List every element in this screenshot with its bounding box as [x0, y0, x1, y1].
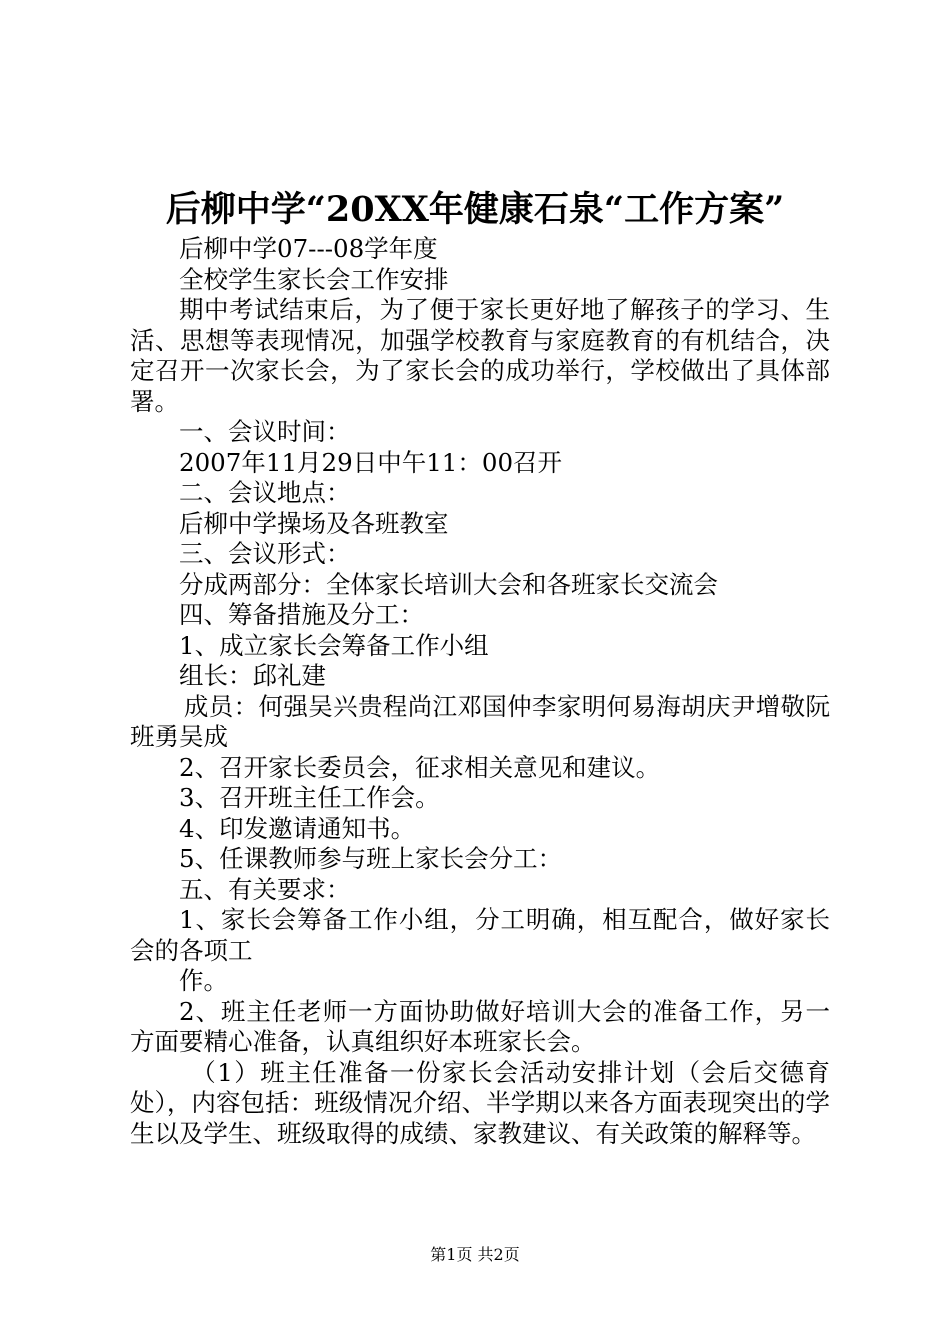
document-body — [130, 234, 830, 1149]
paragraph-req-2-1: （1）班主任准备一份家长会活动安排计划（会后交德育处），内容包括：班级情况介绍、半学期以来各方面表现突出的学生以及学生、班级取得的成绩、家教建议、有关政策的解释等。 — [130, 1057, 830, 1148]
paragraph-prep-2: 2、召开家长委员会，征求相关意见和建议。 — [179, 752, 661, 782]
heading-requirements: 五、有关要求： — [179, 874, 351, 904]
paragraph-prep-5: 5、任课教师参与班上家长会分工： — [179, 844, 563, 873]
paragraph-arrangement-title: 全校学生家长会工作安排 — [179, 264, 449, 294]
heading-meeting-time: 一、会议时间： — [179, 417, 351, 446]
paragraph-intro: 期中考试结束后，为了便于家长更好地了解孩子的学习、生活、思想等表现情况，加强学校教育与家庭教育的有机结合，决定召开一次家长会，为了家长会的成功举行，学校做出了具体部署。 — [130, 295, 830, 416]
heading-preparation: 四、筹备措施及分工： — [179, 600, 424, 629]
paragraph-prep-4: 4、印发邀请通知书。 — [179, 813, 416, 843]
document-title: 后柳中学“20XX年健康石泉“工作方案” — [165, 189, 785, 230]
paragraph-prep-3: 3、召开班主任工作会。 — [179, 783, 440, 812]
heading-meeting-place: 二、会议地点： — [179, 478, 351, 507]
paragraph-req-1: 1、家长会筹备工作小组，分工明确，相互配合，做好家长会的各项工 — [130, 905, 830, 965]
heading-meeting-form: 三、会议形式： — [179, 539, 351, 568]
paragraph-req-1-cont: 作。 — [179, 966, 228, 995]
paragraph-group-leader: 组长：邱礼建 — [179, 661, 326, 690]
paragraph-meeting-form: 分成两部分：全体家长培训大会和各班家长交流会 — [179, 569, 718, 599]
page-footer: 第1页 共2页 — [430, 1245, 520, 1264]
paragraph-group-members: 成员：何强吴兴贵程尚江邓国仲李家明何易海胡庆尹增敬阮班勇吴成 — [130, 691, 830, 751]
paragraph-school-year: 后柳中学07---08学年度 — [179, 234, 438, 263]
paragraph-req-2: 2、班主任老师一方面协助做好培训大会的准备工作，另一方面要精心准备，认真组织好本班家长会。 — [130, 996, 830, 1056]
paragraph-prep-1: 1、成立家长会筹备工作小组 — [179, 630, 489, 660]
paragraph-meeting-time: 2007年11月29日中午11：00召开 — [179, 447, 563, 477]
paragraph-meeting-place: 后柳中学操场及各班教室 — [179, 508, 449, 538]
